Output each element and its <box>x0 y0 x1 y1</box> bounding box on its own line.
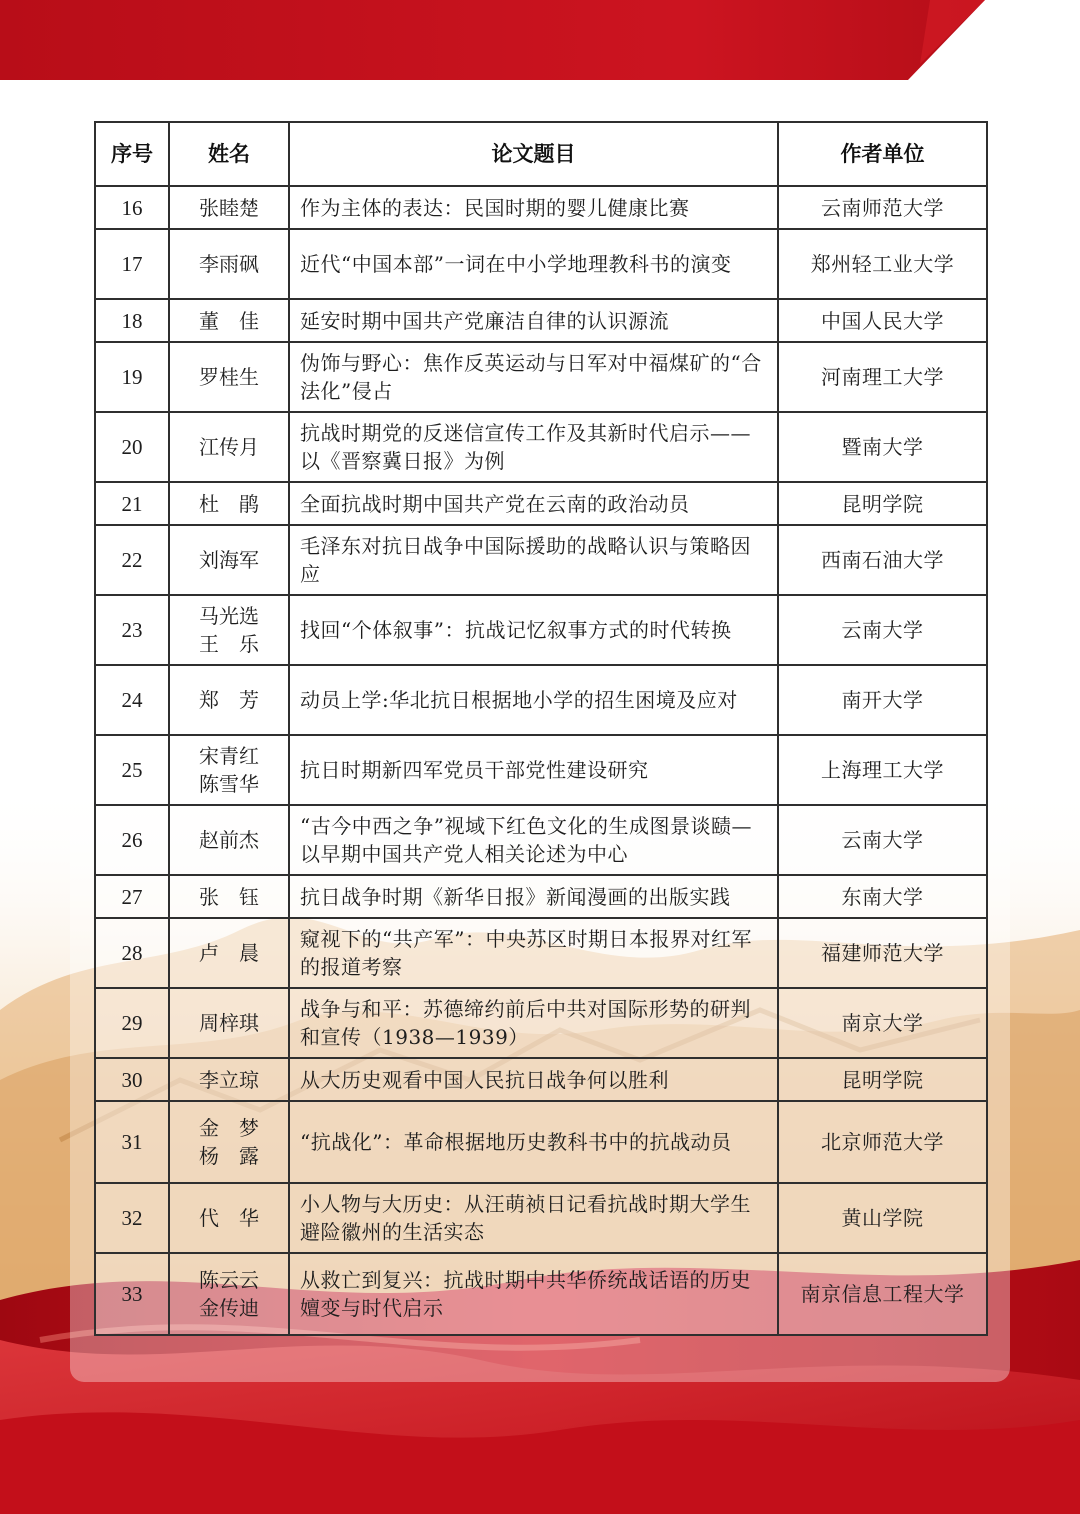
cell-num: 25 <box>95 735 169 805</box>
cell-num: 20 <box>95 412 169 482</box>
table-row <box>95 805 987 875</box>
cell-title: 从大历史观看中国人民抗日战争何以胜利 <box>289 1058 778 1101</box>
top-red-banner <box>0 0 1080 80</box>
table-row <box>95 1101 987 1183</box>
cell-unit: 南京信息工程大学 <box>778 1253 987 1335</box>
table-row <box>95 525 987 595</box>
table-row <box>95 1183 987 1253</box>
cell-num: 19 <box>95 342 169 412</box>
cell-title: 动员上学:华北抗日根据地小学的招生困境及应对 <box>289 665 778 735</box>
cell-unit: 黄山学院 <box>778 1183 987 1253</box>
cell-num: 32 <box>95 1183 169 1253</box>
cell-num: 23 <box>95 595 169 665</box>
cell-name: 宋青红 陈雪华 <box>169 735 289 805</box>
cell-name: 张 钰 <box>169 875 289 918</box>
cell-title: 伪饰与野心：焦作反英运动与日军对中福煤矿的“合法化”侵占 <box>289 342 778 412</box>
table-row <box>95 665 987 735</box>
table-row <box>95 342 987 412</box>
cell-num: 33 <box>95 1253 169 1335</box>
cell-num: 30 <box>95 1058 169 1101</box>
cell-name: 陈云云 金传迪 <box>169 1253 289 1335</box>
cell-name: 李雨砜 <box>169 229 289 299</box>
cell-num: 21 <box>95 482 169 525</box>
banner-shape <box>0 0 1080 80</box>
cell-name: 董 佳 <box>169 299 289 342</box>
table-row <box>95 918 987 988</box>
header-title: 论文题目 <box>289 122 778 186</box>
paper-list-table-container <box>94 121 986 1336</box>
cell-unit: 福建师范大学 <box>778 918 987 988</box>
table-row <box>95 735 987 805</box>
header-name: 姓名 <box>169 122 289 186</box>
cell-name: 马光选 王 乐 <box>169 595 289 665</box>
cell-name: 罗桂生 <box>169 342 289 412</box>
table-row <box>95 482 987 525</box>
table-row <box>95 229 987 299</box>
table-row <box>95 595 987 665</box>
paper-list-table <box>94 121 988 1336</box>
cell-unit: 南开大学 <box>778 665 987 735</box>
cell-unit: 昆明学院 <box>778 482 987 525</box>
cell-unit: 南京大学 <box>778 988 987 1058</box>
cell-title: 近代“中国本部”一词在中小学地理教科书的演变 <box>289 229 778 299</box>
cell-name: 张睦楚 <box>169 186 289 229</box>
cell-unit: 云南大学 <box>778 805 987 875</box>
header-num: 序号 <box>95 122 169 186</box>
cell-name: 赵前杰 <box>169 805 289 875</box>
cell-num: 31 <box>95 1101 169 1183</box>
cell-name: 江传月 <box>169 412 289 482</box>
table-row <box>95 988 987 1058</box>
table-row <box>95 412 987 482</box>
cell-title: “抗战化”：革命根据地历史教科书中的抗战动员 <box>289 1101 778 1183</box>
cell-title: 全面抗战时期中国共产党在云南的政治动员 <box>289 482 778 525</box>
cell-title: 抗日时期新四军党员干部党性建设研究 <box>289 735 778 805</box>
cell-unit: 云南大学 <box>778 595 987 665</box>
cell-name: 杜 鹃 <box>169 482 289 525</box>
cell-title: 从救亡到复兴：抗战时期中共华侨统战话语的历史嬗变与时代启示 <box>289 1253 778 1335</box>
table-row <box>95 299 987 342</box>
table-row <box>95 1058 987 1101</box>
cell-num: 26 <box>95 805 169 875</box>
cell-unit: 暨南大学 <box>778 412 987 482</box>
cell-num: 16 <box>95 186 169 229</box>
cell-num: 17 <box>95 229 169 299</box>
cell-unit: 北京师范大学 <box>778 1101 987 1183</box>
cell-name: 李立琼 <box>169 1058 289 1101</box>
cell-name: 周梓琪 <box>169 988 289 1058</box>
cell-num: 27 <box>95 875 169 918</box>
cell-unit: 云南师范大学 <box>778 186 987 229</box>
cell-num: 18 <box>95 299 169 342</box>
cell-name: 卢 晨 <box>169 918 289 988</box>
cell-name: 刘海军 <box>169 525 289 595</box>
cell-title: “古今中西之争”视域下红色文化的生成图景谈赜—以早期中国共产党人相关论述为中心 <box>289 805 778 875</box>
cell-name: 代 华 <box>169 1183 289 1253</box>
cell-title: 小人物与大历史：从汪萌祯日记看抗战时期大学生避险徽州的生活实态 <box>289 1183 778 1253</box>
table-row <box>95 875 987 918</box>
cell-title: 找回“个体叙事”：抗战记忆叙事方式的时代转换 <box>289 595 778 665</box>
cell-title: 战争与和平：苏德缔约前后中共对国际形势的研判和宣传（1938—1939） <box>289 988 778 1058</box>
cell-name: 金 梦 杨 露 <box>169 1101 289 1183</box>
cell-unit: 昆明学院 <box>778 1058 987 1101</box>
cell-num: 29 <box>95 988 169 1058</box>
table-header-row <box>95 122 987 186</box>
table-row <box>95 186 987 229</box>
cell-name: 郑 芳 <box>169 665 289 735</box>
cell-num: 22 <box>95 525 169 595</box>
cell-num: 28 <box>95 918 169 988</box>
cell-unit: 上海理工大学 <box>778 735 987 805</box>
cell-num: 24 <box>95 665 169 735</box>
cell-title: 抗日战争时期《新华日报》新闻漫画的出版实践 <box>289 875 778 918</box>
cell-unit: 东南大学 <box>778 875 987 918</box>
cell-unit: 郑州轻工业大学 <box>778 229 987 299</box>
cell-unit: 西南石油大学 <box>778 525 987 595</box>
cell-title: 作为主体的表达：民国时期的婴儿健康比赛 <box>289 186 778 229</box>
cell-unit: 河南理工大学 <box>778 342 987 412</box>
cell-title: 延安时期中国共产党廉洁自律的认识源流 <box>289 299 778 342</box>
header-unit: 作者单位 <box>778 122 987 186</box>
cell-title: 毛泽东对抗日战争中国际援助的战略认识与策略因应 <box>289 525 778 595</box>
table-row <box>95 1253 987 1335</box>
cell-unit: 中国人民大学 <box>778 299 987 342</box>
cell-title: 窥视下的“共产军”：中央苏区时期日本报界对红军的报道考察 <box>289 918 778 988</box>
cell-title: 抗战时期党的反迷信宣传工作及其新时代启示——以《晋察冀日报》为例 <box>289 412 778 482</box>
